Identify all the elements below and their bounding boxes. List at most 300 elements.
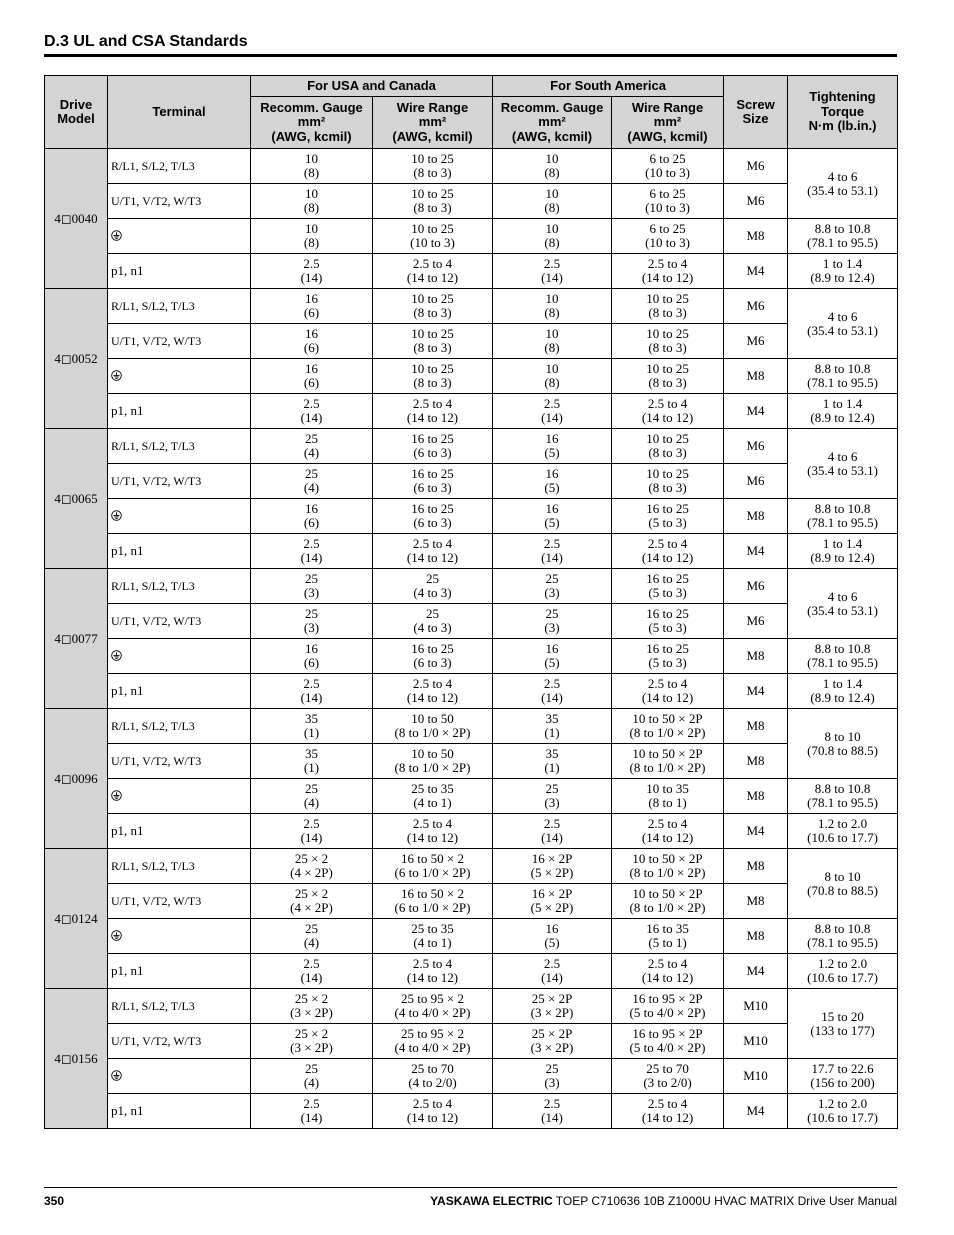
header-torque-line1: Tightening: [809, 89, 876, 105]
sa-gauge-cell: [493, 289, 612, 324]
sa-wire-range-cell: [612, 954, 724, 989]
usa-wire-range-cell-line: 16 to 50 × 2: [401, 851, 464, 866]
header-drive-model: [45, 76, 108, 149]
terminal-cell: [108, 359, 251, 394]
usa-gauge-cell: [251, 254, 373, 289]
usa-gauge-cell-line: 25 × 2: [294, 1026, 329, 1041]
usa-gauge-cell: [251, 604, 373, 639]
torque-cell-line: 1.2 to 2.0: [817, 956, 868, 971]
screw-size-cell: M4: [724, 534, 788, 569]
usa-gauge-cell-line: 25 × 2: [294, 886, 329, 901]
table-row: [45, 954, 898, 989]
sa-gauge-cell-line: (5): [544, 935, 560, 950]
footer-brand: YASKAWA ELECTRIC: [430, 1194, 553, 1208]
sa-wire-range-cell-line: 2.5 to 4: [647, 676, 688, 691]
header-screw-size: [724, 76, 788, 149]
drive-model-cell: 4◻0156: [45, 989, 108, 1129]
screw-size-cell: M8: [724, 639, 788, 674]
usa-gauge-cell-line: (6): [303, 655, 320, 670]
sa-gauge-cell: [493, 674, 612, 709]
table-row: [45, 884, 898, 919]
torque-cell-line: 8.8 to 10.8: [814, 921, 871, 936]
sa-wire-range-cell: [612, 989, 724, 1024]
sa-gauge-cell: [493, 1059, 612, 1094]
sa-gauge-cell-line: 25: [545, 1061, 559, 1076]
sa-gauge-cell-line: (8): [544, 200, 560, 215]
usa-wire-range-cell-line: 10 to 25: [411, 221, 454, 236]
terminal-label: U/T1, V/T2, W/T3: [111, 754, 202, 768]
usa-wire-range-cell-line: 2.5 to 4: [412, 1096, 453, 1111]
usa-gauge-cell: [251, 919, 373, 954]
screw-size-cell: M8: [724, 849, 788, 884]
usa-wire-range-cell-line: 10 to 25: [411, 361, 454, 376]
usa-gauge-cell: [251, 709, 373, 744]
header-line: mm²: [418, 114, 447, 130]
usa-gauge-cell-line: (8): [303, 235, 320, 250]
sa-wire-range-cell-line: 10 to 25: [646, 431, 689, 446]
torque-cell-line: 1.2 to 2.0: [817, 816, 868, 831]
terminal-label: p1, n1: [111, 683, 144, 698]
screw-size-cell: M10: [724, 1024, 788, 1059]
usa-wire-range-cell-line: 10 to 50: [411, 711, 454, 726]
sa-gauge-cell-line: (14): [541, 690, 563, 705]
usa-wire-range-cell-line: (4 to 4/0 × 2P): [394, 1040, 471, 1055]
table-row: [45, 289, 898, 324]
usa-wire-range-cell-line: 10 to 25: [411, 326, 454, 341]
table-row: [45, 394, 898, 429]
sa-gauge-cell: [493, 744, 612, 779]
sa-wire-range-cell: [612, 569, 724, 604]
header-line: (AWG, kcmil): [271, 128, 352, 144]
table-row: [45, 499, 898, 534]
screw-size-cell: M6: [724, 569, 788, 604]
sa-wire-range-cell: [612, 779, 724, 814]
sa-wire-range-cell-line: 6 to 25: [649, 186, 686, 201]
usa-gauge-cell-line: 16: [305, 641, 318, 656]
screw-size-cell: M6: [724, 149, 788, 184]
torque-cell: [788, 219, 898, 254]
torque-cell: [788, 709, 898, 779]
terminal-label: R/L1, S/L2, T/L3: [111, 719, 195, 733]
usa-gauge-cell-line: (3): [303, 620, 320, 635]
sa-gauge-cell: [493, 779, 612, 814]
usa-gauge-cell: [251, 569, 373, 604]
usa-gauge-cell-line: (4): [303, 480, 320, 495]
sa-wire-range-cell-line: 6 to 25: [649, 151, 686, 166]
usa-wire-range-cell-line: 2.5 to 4: [412, 396, 453, 411]
terminal-cell: [108, 1024, 251, 1059]
table-row: [45, 324, 898, 359]
screw-size-cell: M10: [724, 989, 788, 1024]
usa-gauge-cell: [251, 534, 373, 569]
usa-wire-range-cell-line: (8 to 3): [413, 375, 452, 390]
sa-gauge-cell-line: (5): [544, 445, 560, 460]
terminal-label: p1, n1: [111, 543, 144, 558]
table-row: [45, 744, 898, 779]
torque-cell-line: (70.8 to 88.5): [807, 742, 878, 758]
terminal-label: U/T1, V/T2, W/T3: [111, 334, 202, 348]
table-row: [45, 569, 898, 604]
screw-size-cell: M6: [724, 324, 788, 359]
terminal-label: U/T1, V/T2, W/T3: [111, 894, 202, 908]
usa-wire-range-cell-line: (4 to 3): [413, 585, 452, 600]
screw-size-cell: M6: [724, 429, 788, 464]
usa-gauge-cell-line: 25 × 2: [294, 851, 329, 866]
sa-gauge-cell-line: (1): [544, 725, 560, 740]
header-usa-wire-range: [373, 97, 493, 149]
sa-wire-range-cell: [612, 499, 724, 534]
usa-gauge-cell-line: (6): [303, 305, 320, 320]
sa-wire-range-cell-line: (8 to 3): [648, 340, 687, 355]
sa-gauge-cell-line: (1): [544, 760, 560, 775]
sa-wire-range-cell-line: (14 to 12): [641, 1110, 694, 1125]
sa-gauge-cell-line: 16 × 2P: [531, 886, 573, 901]
sa-wire-range-cell-line: 10 to 50 × 2P: [632, 886, 703, 901]
usa-gauge-cell: [251, 954, 373, 989]
sa-gauge-cell: [493, 254, 612, 289]
sa-wire-range-cell-line: 16 to 95 × 2P: [632, 991, 703, 1006]
sa-wire-range-cell: [612, 1024, 724, 1059]
footer-divider: [44, 1187, 897, 1188]
terminal-cell: [108, 254, 251, 289]
torque-cell-line: 4 to 6: [827, 448, 858, 464]
sa-wire-range-cell: [612, 184, 724, 219]
screw-size-cell: M4: [724, 674, 788, 709]
usa-wire-range-cell-line: (8 to 3): [413, 165, 452, 180]
usa-wire-range-cell-line: (4 to 2/0): [408, 1075, 457, 1090]
sa-wire-range-cell: [612, 254, 724, 289]
table-row: [45, 849, 898, 884]
sa-wire-range-cell-line: 10 to 35: [646, 781, 689, 796]
screw-size-cell: M8: [724, 884, 788, 919]
usa-wire-range-cell-line: (4 to 1): [413, 795, 452, 810]
terminal-cell: [108, 779, 251, 814]
terminal-cell: [108, 324, 251, 359]
sa-wire-range-cell: [612, 604, 724, 639]
terminal-label: p1, n1: [111, 823, 144, 838]
sa-wire-range-cell-line: (5 to 3): [648, 585, 687, 600]
torque-cell-line: (35.4 to 53.1): [807, 322, 878, 338]
usa-wire-range-cell-line: (6 to 1/0 × 2P): [394, 865, 471, 880]
table-body: [45, 149, 898, 1129]
usa-wire-range-cell-line: 16 to 25: [411, 641, 454, 656]
sa-wire-range-cell-line: (3 to 2/0): [643, 1075, 692, 1090]
sa-gauge-cell-line: 2.5: [543, 256, 561, 271]
sa-gauge-cell: [493, 1024, 612, 1059]
usa-gauge-cell-line: (14): [300, 410, 323, 425]
usa-wire-range-cell-line: 10 to 25: [411, 151, 454, 166]
sa-wire-range-cell-line: (5 to 3): [648, 620, 687, 635]
footer-manual: TOEP C710636 10B Z1000U HVAC MATRIX Drive User Manual: [552, 1194, 897, 1208]
torque-cell-line: (35.4 to 53.1): [807, 462, 878, 478]
usa-gauge-cell-line: (6): [303, 515, 320, 530]
usa-wire-range-cell: [373, 954, 493, 989]
torque-cell-line: 8.8 to 10.8: [814, 501, 871, 516]
usa-wire-range-cell-line: (6 to 3): [413, 480, 452, 495]
torque-cell: [788, 849, 898, 919]
torque-cell-line: (8.9 to 12.4): [810, 410, 875, 425]
header-torque-line3: N·m (lb.in.): [808, 118, 877, 134]
usa-gauge-cell-line: (3 × 2P): [290, 1040, 333, 1055]
usa-wire-range-cell: [373, 569, 493, 604]
usa-wire-range-cell-line: 25 to 70: [411, 1061, 454, 1076]
torque-cell-line: (10.6 to 17.7): [807, 830, 878, 845]
sa-gauge-cell-line: 16 × 2P: [531, 851, 573, 866]
usa-gauge-cell-line: (14): [300, 970, 323, 985]
terminal-cell: [108, 674, 251, 709]
torque-cell: [788, 1059, 898, 1094]
usa-gauge-cell-line: (4): [303, 795, 320, 810]
table-row: [45, 254, 898, 289]
terminal-label: R/L1, S/L2, T/L3: [111, 439, 195, 453]
usa-gauge-cell: [251, 779, 373, 814]
usa-gauge-cell: [251, 499, 373, 534]
usa-wire-range-cell-line: 16 to 25: [411, 501, 454, 516]
sa-wire-range-cell-line: (5 to 1): [648, 935, 687, 950]
sa-gauge-cell-line: 2.5: [543, 956, 561, 971]
usa-gauge-cell-line: 16: [305, 326, 318, 341]
sa-gauge-cell-line: (5): [544, 480, 560, 495]
screw-size-cell: M8: [724, 499, 788, 534]
sa-gauge-cell-line: 2.5: [543, 676, 561, 691]
usa-gauge-cell: [251, 814, 373, 849]
torque-cell: [788, 534, 898, 569]
usa-wire-range-cell-line: 2.5 to 4: [412, 676, 453, 691]
usa-wire-range-cell: [373, 394, 493, 429]
usa-gauge-cell-line: 25: [305, 606, 318, 621]
torque-cell-line: (70.8 to 88.5): [807, 882, 878, 898]
sa-wire-range-cell-line: 16 to 35: [646, 921, 689, 936]
sa-gauge-cell: [493, 849, 612, 884]
sa-gauge-cell-line: (3): [544, 1075, 560, 1090]
sa-gauge-cell-line: (5 × 2P): [530, 865, 574, 880]
sa-wire-range-cell-line: (8 to 1/0 × 2P): [629, 725, 706, 740]
usa-wire-range-cell-line: 10 to 25: [411, 291, 454, 306]
usa-gauge-cell-line: 25: [305, 571, 318, 586]
torque-cell-line: 8.8 to 10.8: [814, 641, 871, 656]
usa-wire-range-cell: [373, 884, 493, 919]
ground-icon: [111, 790, 122, 804]
usa-gauge-cell-line: 25: [305, 466, 318, 481]
usa-gauge-cell: [251, 394, 373, 429]
usa-wire-range-cell: [373, 184, 493, 219]
sa-wire-range-cell: [612, 1059, 724, 1094]
sa-wire-range-cell-line: (14 to 12): [641, 270, 694, 285]
drive-model-cell: 4◻0124: [45, 849, 108, 989]
header-sa-wire-range: [612, 97, 724, 149]
torque-cell-line: 8.8 to 10.8: [814, 221, 871, 236]
sa-gauge-cell-line: (8): [544, 305, 560, 320]
usa-wire-range-cell: [373, 674, 493, 709]
header-drive-model-line1: Drive: [59, 96, 93, 112]
table-row: [45, 604, 898, 639]
usa-wire-range-cell-line: 25 to 35: [411, 921, 454, 936]
usa-wire-range-cell-line: (14 to 12): [406, 970, 459, 985]
table-row: [45, 709, 898, 744]
usa-wire-range-cell-line: (6 to 3): [413, 515, 452, 530]
terminal-label: R/L1, S/L2, T/L3: [111, 299, 195, 313]
terminal-label: U/T1, V/T2, W/T3: [111, 614, 202, 628]
usa-gauge-cell-line: (4): [303, 445, 320, 460]
torque-cell: [788, 674, 898, 709]
section-title: D.3 UL and CSA Standards: [44, 33, 248, 50]
terminal-label: R/L1, S/L2, T/L3: [111, 859, 195, 873]
header-screw-size-line2: Size: [742, 111, 769, 126]
torque-cell: [788, 814, 898, 849]
screw-size-cell: M4: [724, 814, 788, 849]
sa-wire-range-cell: [612, 394, 724, 429]
sa-wire-range-cell-line: (14 to 12): [641, 410, 694, 425]
sa-wire-range-cell-line: 10 to 25: [646, 361, 689, 376]
drive-model-cell: 4◻0096: [45, 709, 108, 849]
usa-wire-range-cell-line: (10 to 3): [410, 235, 455, 250]
sa-gauge-cell-line: 2.5: [543, 536, 561, 551]
ground-icon: [111, 370, 122, 384]
screw-size-cell: M8: [724, 919, 788, 954]
usa-gauge-cell-line: (4): [303, 935, 320, 950]
usa-wire-range-cell: [373, 254, 493, 289]
sa-gauge-cell-line: 35: [545, 711, 559, 726]
torque-cell-line: (8.9 to 12.4): [810, 690, 875, 705]
sa-wire-range-cell-line: 2.5 to 4: [647, 256, 688, 271]
torque-cell-line: 4 to 6: [827, 168, 858, 184]
terminal-cell: [108, 814, 251, 849]
screw-size-cell: M8: [724, 779, 788, 814]
sa-wire-range-cell-line: (8 to 3): [648, 305, 687, 320]
sa-gauge-cell: [493, 604, 612, 639]
usa-wire-range-cell-line: 25: [426, 571, 439, 586]
terminal-cell: [108, 604, 251, 639]
sa-wire-range-cell-line: (8 to 3): [648, 445, 687, 460]
usa-wire-range-cell-line: 25 to 95 × 2: [401, 991, 464, 1006]
screw-size-cell: M10: [724, 1059, 788, 1094]
header-usa-canada: For USA and Canada: [251, 76, 493, 97]
sa-gauge-cell-line: (8): [544, 235, 560, 250]
torque-cell: [788, 639, 898, 674]
usa-wire-range-cell-line: 2.5 to 4: [412, 956, 453, 971]
terminal-cell: [108, 1094, 251, 1129]
table-row: [45, 814, 898, 849]
usa-gauge-cell: [251, 289, 373, 324]
usa-gauge-cell-line: (1): [303, 725, 320, 740]
torque-cell-line: (8.9 to 12.4): [810, 270, 875, 285]
usa-wire-range-cell: [373, 849, 493, 884]
usa-gauge-cell-line: 35: [305, 746, 318, 761]
sa-wire-range-cell: [612, 674, 724, 709]
screw-size-cell: M4: [724, 1094, 788, 1129]
table-row: [45, 1094, 898, 1129]
torque-cell: [788, 499, 898, 534]
torque-cell: [788, 569, 898, 639]
header-south-america: For South America: [493, 76, 724, 97]
sa-wire-range-cell-line: (8 to 1/0 × 2P): [629, 900, 706, 915]
torque-cell-line: 15 to 20: [821, 1008, 864, 1024]
usa-wire-range-cell-line: 25 to 35: [411, 781, 454, 796]
usa-gauge-cell: [251, 1059, 373, 1094]
sa-wire-range-cell-line: 10 to 25: [646, 291, 689, 306]
header-line: Wire Range: [631, 99, 704, 115]
usa-gauge-cell-line: (8): [303, 165, 320, 180]
screw-size-cell: M4: [724, 254, 788, 289]
screw-size-cell: M8: [724, 219, 788, 254]
sa-wire-range-cell-line: 6 to 25: [649, 221, 686, 236]
header-line: Recomm. Gauge: [500, 99, 604, 115]
usa-gauge-cell-line: 2.5: [303, 816, 320, 831]
usa-gauge-cell-line: 10: [305, 221, 318, 236]
usa-gauge-cell: [251, 1024, 373, 1059]
sa-wire-range-cell-line: (10 to 3): [645, 200, 690, 215]
usa-gauge-cell-line: 2.5: [303, 256, 320, 271]
usa-wire-range-cell: [373, 744, 493, 779]
screw-size-cell: M8: [724, 359, 788, 394]
terminal-cell: [108, 849, 251, 884]
sa-wire-range-cell-line: 16 to 25: [646, 641, 689, 656]
usa-wire-range-cell-line: (8 to 3): [413, 200, 452, 215]
sa-wire-range-cell-line: (14 to 12): [641, 690, 694, 705]
sa-wire-range-cell-line: 2.5 to 4: [647, 536, 688, 551]
sa-wire-range-cell-line: 2.5 to 4: [647, 956, 688, 971]
sa-wire-range-cell: [612, 429, 724, 464]
sa-gauge-cell-line: (3): [544, 585, 560, 600]
table-row: [45, 219, 898, 254]
sa-gauge-cell-line: 10: [545, 151, 559, 166]
usa-wire-range-cell-line: 2.5 to 4: [412, 536, 453, 551]
sa-gauge-cell: [493, 639, 612, 674]
usa-gauge-cell-line: 2.5: [303, 676, 320, 691]
torque-cell-line: 1.2 to 2.0: [817, 1096, 868, 1111]
sa-gauge-cell-line: (5): [544, 655, 560, 670]
usa-gauge-cell-line: 25: [305, 431, 318, 446]
usa-gauge-cell: [251, 429, 373, 464]
sa-gauge-cell-line: 2.5: [543, 1096, 561, 1111]
header-terminal: Terminal: [108, 76, 251, 149]
sa-gauge-cell-line: 16: [545, 921, 559, 936]
sa-gauge-cell: [493, 219, 612, 254]
torque-cell-line: (78.1 to 95.5): [807, 655, 878, 670]
sa-gauge-cell-line: 10: [545, 361, 559, 376]
header-torque: [788, 76, 898, 149]
screw-size-cell: M6: [724, 604, 788, 639]
usa-wire-range-cell-line: (14 to 12): [406, 690, 459, 705]
usa-gauge-cell-line: 10: [305, 186, 318, 201]
terminal-cell: [108, 219, 251, 254]
usa-wire-range-cell: [373, 429, 493, 464]
torque-cell: [788, 779, 898, 814]
table-row: [45, 639, 898, 674]
wire-gauge-table: [44, 75, 898, 1129]
sa-gauge-cell-line: 2.5: [543, 396, 561, 411]
sa-gauge-cell-line: (14): [541, 830, 563, 845]
usa-gauge-cell-line: (4): [303, 1075, 320, 1090]
sa-gauge-cell-line: (3): [544, 795, 560, 810]
usa-wire-range-cell-line: (8 to 1/0 × 2P): [394, 760, 471, 775]
header-sa-recomm-gauge: [493, 97, 612, 149]
sa-wire-range-cell-line: (8 to 1/0 × 2P): [629, 865, 706, 880]
usa-wire-range-cell-line: (4 to 3): [413, 620, 452, 635]
usa-gauge-cell-line: (3): [303, 585, 320, 600]
sa-wire-range-cell-line: (5 to 3): [648, 515, 687, 530]
usa-wire-range-cell-line: 2.5 to 4: [412, 816, 453, 831]
terminal-cell: [108, 289, 251, 324]
usa-gauge-cell-line: 2.5: [303, 396, 320, 411]
torque-cell-line: 8.8 to 10.8: [814, 361, 871, 376]
table-row: [45, 1024, 898, 1059]
terminal-label: R/L1, S/L2, T/L3: [111, 159, 195, 173]
sa-wire-range-cell-line: 10 to 25: [646, 466, 689, 481]
sa-gauge-cell: [493, 324, 612, 359]
sa-wire-range-cell-line: 2.5 to 4: [647, 816, 688, 831]
usa-gauge-cell-line: (14): [300, 1110, 323, 1125]
